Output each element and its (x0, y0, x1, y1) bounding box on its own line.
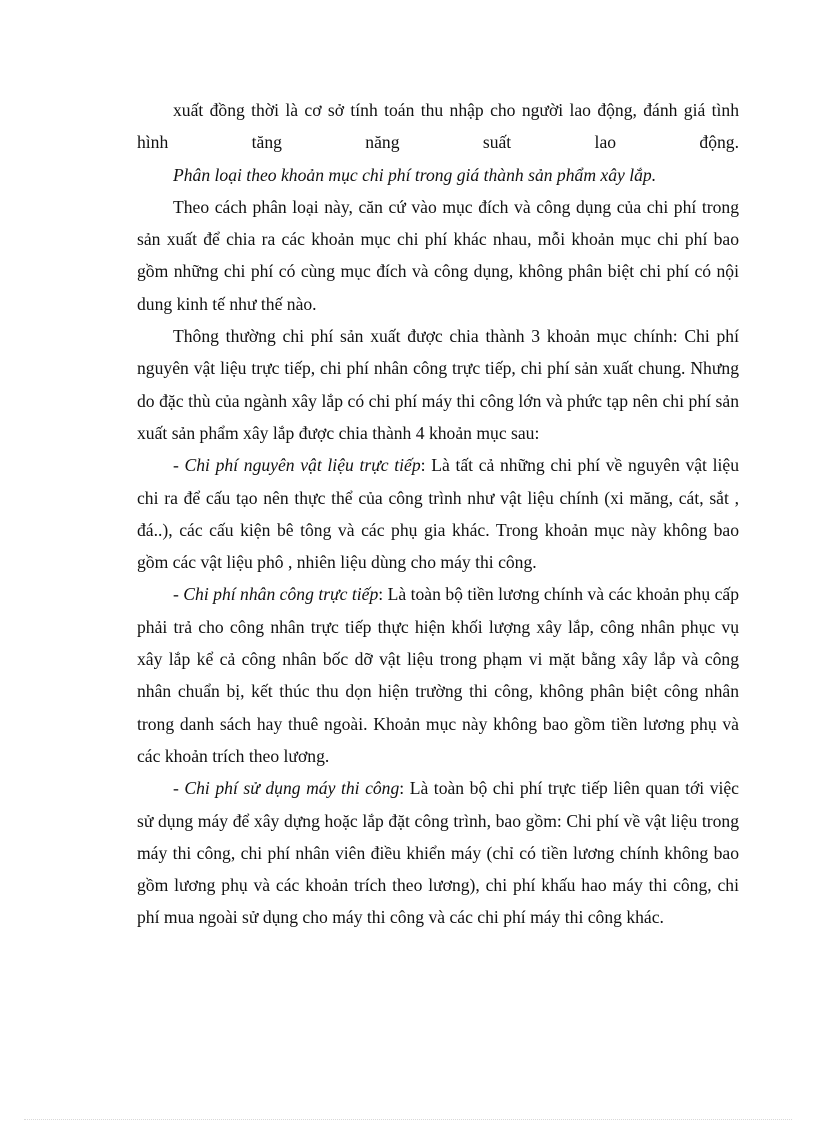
document-body (137, 94, 739, 934)
paragraph-machine-cost (137, 772, 739, 933)
term-machine-cost: - Chi phí sử dụng máy thi công (173, 778, 400, 799)
page-bottom-rule (24, 1119, 792, 1120)
paragraph-text: : Là tất cả những chi phí về nguyên vật liệu chi ra để cấu tạo nên thực thể của công trình như vật liệu chính (xi măng, cát, sắt , đá..), các cấu kiện bê tông và các phụ gia khác. Trong khoản mục này không bao gồm các vật liệu phô , nhiên liệu dùng cho máy thi công. (137, 455, 739, 573)
paragraph-intro (137, 191, 739, 320)
paragraph-text: Thông thường chi phí sản xuất được chia thành 3 khoản mục chính: Chi phí nguyên vật liệu trực tiếp, chi phí nhân công trực tiếp, chi phí sản xuất chung. Nhưng do đặc thù của ngành xây lắp có chi phí máy thi công lớn và phức tạp nên chi phí sản xuất sản phẩm xây lắp được chia thành 4 khoản mục sau: (137, 326, 739, 443)
heading-text: Phân loại theo khoản mục chi phí trong giá thành sản phẩm xây lắp. (173, 164, 657, 185)
paragraph-text: xuất đồng thời là cơ sở tính toán thu nhập cho người lao động, đánh giá tình hình tăng năng suất lao động. (137, 100, 739, 153)
section-heading (137, 159, 739, 191)
term-material-cost: - Chi phí nguyên vật liệu trực tiếp (173, 455, 421, 476)
paragraph-labor-cost (137, 578, 739, 772)
term-labor-cost: - Chi phí nhân công trực tiếp (173, 584, 379, 605)
paragraph-material-cost (137, 449, 739, 578)
paragraph-text: Theo cách phân loại này, căn cứ vào mục đích và công dụng của chi phí trong sản xuất để chia ra các khoản mục chi phí khác nhau, mỗi khoản mục chi phí bao gồm những chi phí có cùng mục đích và công dụng, không phân biệt chi phí có nội dung kinh tế như thế nào. (137, 196, 739, 314)
paragraph-text: : Là toàn bộ chi phí trực tiếp liên quan tới việc sử dụng máy để xây dựng hoặc lắp đặt công trình, bao gồm: Chi phí về vật liệu trong máy thi công, chi phí nhân viên điều khiển máy (chỉ có tiền lương chính không bao gồm lương phụ và các khoản trích theo lương), chi phí khấu hao máy thi công, chi phí mua ngoài sử dụng cho máy thi công và các chi phí máy thi công khác. (137, 778, 739, 928)
paragraph-text: : Là toàn bộ tiền lương chính và các khoản phụ cấp phải trả cho công nhân trực tiếp thực hiện khối lượng xây lắp, công nhân phục vụ xây lắp kể cả công nhân bốc dỡ vật liệu trong phạm vi mặt bằng xây lắp và công nhân chuẩn bị, kết thúc thu dọn hiện trường thi công, không phân biệt công nhân trong danh sách hay thuê ngoài. Khoản mục này không bao gồm tiền lương phụ và các khoản trích theo lương. (137, 584, 740, 766)
paragraph-categories (137, 320, 739, 449)
paragraph-continuation (137, 94, 739, 159)
